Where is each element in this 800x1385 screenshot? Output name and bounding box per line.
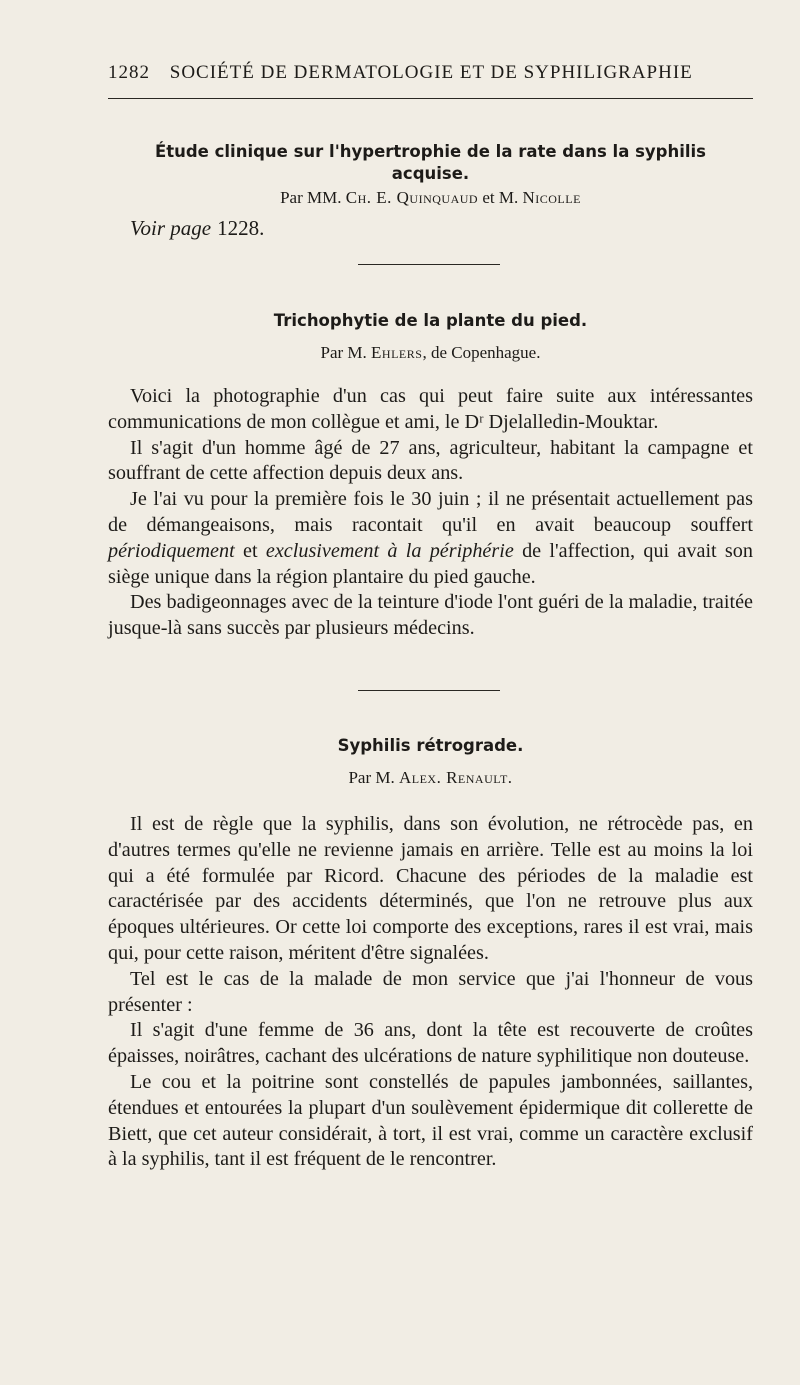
page-number: 1282 — [108, 62, 150, 83]
running-header — [108, 62, 753, 84]
author-renault: Alex. Renault. — [398, 768, 513, 787]
see-page-ref: 1228. — [217, 216, 265, 240]
paragraph: Le cou et la poitrine sont constellés de papules jambonnées, saillantes, étendues et entourées la plupart d'un soulèvement épidermique dit collerette de Biett, que cet auteur considérait, à tort, il est vrai, comme un caractère exclusif à la syphilis, tant il est fréquent de le rencontrer. — [108, 1070, 753, 1171]
section-divider — [358, 690, 500, 691]
see-label: Voir page — [130, 216, 212, 240]
paragraph: Tel est le cas de la malade de mon service que j'ai l'honneur de vous présenter : — [108, 967, 753, 1016]
author-ehlers: Ehlers — [371, 343, 423, 362]
paragraph: Voici la photographie d'un cas qui peut faire suite aux intéressantes communications de mon collègue et ami, le Dʳ Djelalledin-Mouktar. — [108, 385, 753, 433]
article3-title: Syphilis rétrograde. — [337, 736, 524, 755]
header-rule — [108, 98, 753, 99]
paragraph: Il s'agit d'une femme de 36 ans, dont la tête est recouverte de croûtes épaisses, noirâtres, cachant des ulcérations de nature syphilitique non douteuse. — [108, 1019, 753, 1068]
running-title: SOCIÉTÉ DE DERMATOLOGIE ET DE SYPHILIGRAPHIE — [169, 62, 693, 83]
article1-byline: Par MM. Ch. E. Quinquaud et M. Nicolle — [280, 188, 581, 207]
article3-byline: Par M. Alex. Renault. — [348, 768, 513, 787]
author-nicolle: Nicolle — [522, 188, 581, 207]
article2-body — [108, 384, 753, 642]
article1-title: Étude clinique sur l'hypertrophie de la rate dans la syphilis acquise. — [154, 142, 707, 183]
see-page-note — [130, 216, 264, 241]
article2-byline: Par M. Ehlers, de Copenhague. — [320, 343, 541, 362]
article2-title: Trichophytie de la plante du pied. — [273, 311, 588, 330]
paragraph: Je l'ai vu pour la première fois le 30 juin ; il ne présentait actuellement pas de démangeaisons, mais racontait qu'il en avait beaucoup souffert périodiquement et exclusivement à la périphérie de l'affection, qui avait son siège unique dans la région plantaire du pied gauche. — [108, 488, 753, 588]
paragraph: Il s'agit d'un homme âgé de 27 ans, agriculteur, habitant la campagne et souffrant de cette affection depuis deux ans. — [108, 436, 753, 485]
paragraph: Des badigeonnages avec de la teinture d'iode l'ont guéri de la maladie, traitée jusque-là sans succès par plusieurs médecins. — [108, 591, 753, 640]
article3-body — [108, 812, 753, 1173]
section-divider — [358, 264, 500, 265]
author-quinquaud: Ch. E. Quinquaud — [345, 188, 479, 207]
paragraph: Il est de règle que la syphilis, dans son évolution, ne rétrocède pas, en d'autres termes qu'elle ne revienne jamais en arrière. Telle est au moins la loi qui a été formulée par Ricord. Chacune des périodes de la maladie est caractérisée par des accidents déterminés, que l'on ne retrouve plus aux époques ultérieures. Or cette loi comporte des exceptions, rares il est vrai, mais qui, pour cette raison, méritent d'être signalées. — [108, 813, 753, 964]
